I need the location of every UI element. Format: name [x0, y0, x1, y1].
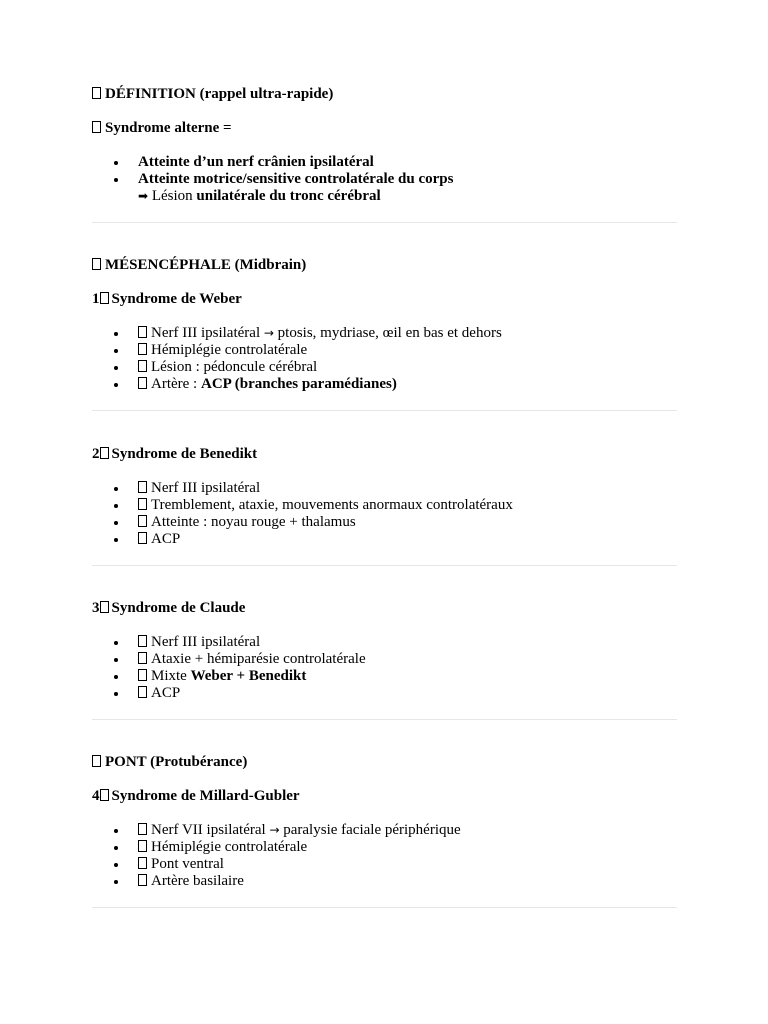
- missing-glyph-icon: [138, 532, 147, 544]
- list-item: ACP: [138, 685, 180, 702]
- list-item: Hémiplégie controlatérale: [138, 342, 307, 359]
- list-item: ACP: [138, 531, 180, 548]
- divider: [92, 565, 677, 566]
- bullet-icon: [114, 366, 118, 370]
- bullet-icon: [114, 504, 118, 508]
- list-item: Pont ventral: [138, 856, 224, 873]
- list-item: Nerf III ipsilatéral → ptosis, mydriase, œil en bas et dehors: [138, 325, 502, 342]
- missing-glyph-icon: [138, 498, 147, 510]
- missing-glyph-icon: [138, 669, 147, 681]
- bullet-icon: [114, 658, 118, 662]
- list-item: Artère basilaire: [138, 873, 244, 890]
- missing-glyph-icon: [138, 343, 147, 355]
- missing-glyph-icon: [92, 121, 101, 133]
- list-item: Nerf III ipsilatéral: [138, 634, 260, 651]
- missing-glyph-icon: [100, 789, 109, 801]
- list-item: Tremblement, ataxie, mouvements anormaux controlatéraux: [138, 497, 513, 514]
- list-item: Artère : ACP (branches paramédianes): [138, 376, 397, 393]
- bullet-icon: [114, 487, 118, 491]
- bullet-icon: [114, 675, 118, 679]
- bullet-icon: [114, 521, 118, 525]
- mesencephale-heading: MÉSENCÉPHALE (Midbrain): [92, 257, 306, 274]
- list-item: Ataxie + hémiparésie controlatérale: [138, 651, 366, 668]
- definition-continuation: ➡ Lésion unilatérale du tronc cérébral: [138, 188, 381, 204]
- missing-glyph-icon: [100, 447, 109, 459]
- bullet-icon: [114, 641, 118, 645]
- bullet-icon: [114, 178, 118, 182]
- missing-glyph-icon: [138, 515, 147, 527]
- bullet-icon: [114, 829, 118, 833]
- list-item: Nerf III ipsilatéral: [138, 480, 260, 497]
- list-item: Lésion : pédoncule cérébral: [138, 359, 317, 376]
- divider: [92, 222, 677, 223]
- missing-glyph-icon: [138, 360, 147, 372]
- missing-glyph-icon: [92, 258, 101, 270]
- list-item: Nerf VII ipsilatéral → paralysie faciale périphérique: [138, 822, 461, 839]
- list-item: Hémiplégie controlatérale: [138, 839, 307, 856]
- definition-subheading: Syndrome alterne =: [92, 120, 232, 137]
- claude-title: 3 Syndrome de Claude: [92, 600, 246, 616]
- bullet-icon: [114, 161, 118, 165]
- list-item: Mixte Weber + Benedikt: [138, 668, 306, 685]
- missing-glyph-icon: [138, 635, 147, 647]
- pont-heading: PONT (Protubérance): [92, 754, 247, 771]
- bullet-icon: [114, 538, 118, 542]
- missing-glyph-icon: [138, 857, 147, 869]
- bullet-icon: [114, 349, 118, 353]
- list-item: Atteinte : noyau rouge + thalamus: [138, 514, 356, 531]
- divider: [92, 907, 677, 908]
- right-arrow-icon: →: [263, 326, 274, 340]
- list-item: Atteinte d’un nerf crânien ipsilatéral: [138, 154, 374, 171]
- bullet-icon: [114, 692, 118, 696]
- right-arrow-icon: ➡: [138, 189, 149, 203]
- weber-title: 1 Syndrome de Weber: [92, 291, 242, 307]
- millard-gubler-title: 4 Syndrome de Millard-Gubler: [92, 788, 300, 804]
- bullet-icon: [114, 383, 118, 387]
- missing-glyph-icon: [138, 686, 147, 698]
- missing-glyph-icon: [138, 823, 147, 835]
- missing-glyph-icon: [138, 874, 147, 886]
- missing-glyph-icon: [138, 326, 147, 338]
- bullet-icon: [114, 846, 118, 850]
- missing-glyph-icon: [138, 481, 147, 493]
- missing-glyph-icon: [100, 292, 109, 304]
- right-arrow-icon: →: [269, 823, 280, 837]
- definition-heading: DÉFINITION (rappel ultra-rapide): [92, 86, 333, 103]
- list-item: Atteinte motrice/sensitive controlatérale du corps: [138, 171, 453, 188]
- missing-glyph-icon: [92, 755, 101, 767]
- missing-glyph-icon: [138, 377, 147, 389]
- bullet-icon: [114, 332, 118, 336]
- missing-glyph-icon: [100, 601, 109, 613]
- missing-glyph-icon: [138, 840, 147, 852]
- divider: [92, 719, 677, 720]
- missing-glyph-icon: [92, 87, 101, 99]
- bullet-icon: [114, 863, 118, 867]
- divider: [92, 410, 677, 411]
- missing-glyph-icon: [138, 652, 147, 664]
- bullet-icon: [114, 880, 118, 884]
- benedikt-title: 2 Syndrome de Benedikt: [92, 446, 258, 462]
